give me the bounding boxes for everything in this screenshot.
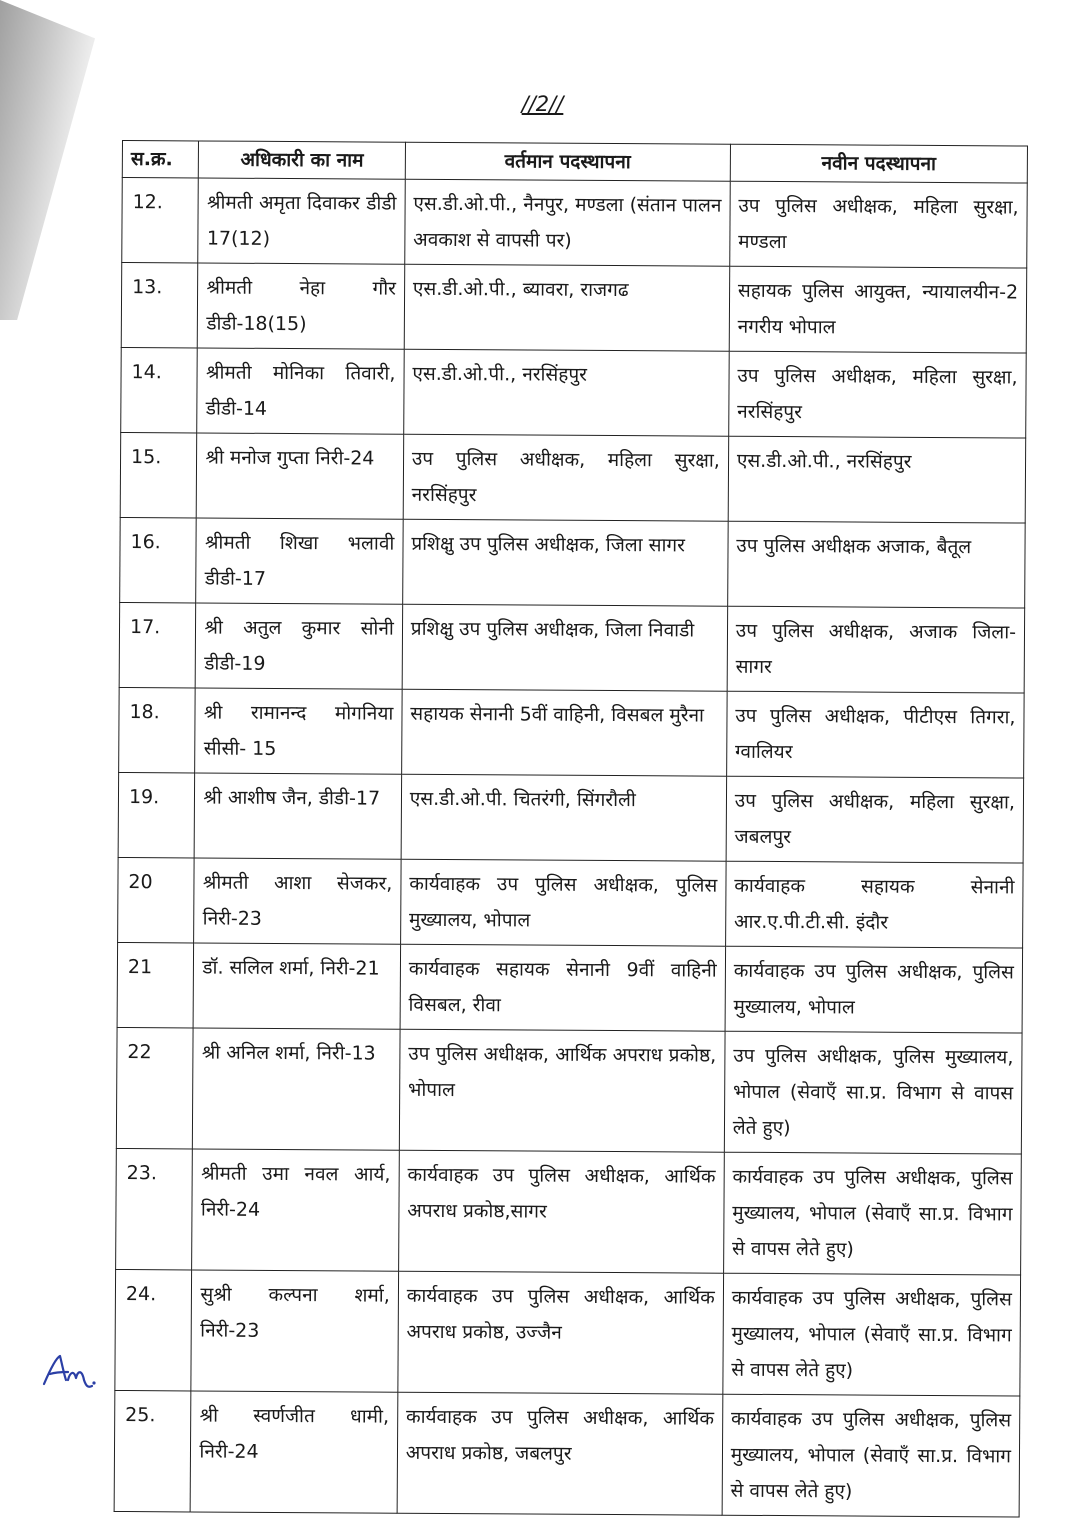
row-new-posting: उप पुलिस अधीक्षक, अजाक जिला-सागर	[727, 606, 1025, 693]
row-serial-no: 23.	[116, 1148, 193, 1269]
table-row	[120, 517, 1026, 608]
row-current-posting: एस.डी.ओ.पी., नैनपुर, मण्डला (संतान पालन अवकाश से वापसी पर)	[405, 179, 730, 266]
row-new-posting: उप पुलिस अधीक्षक अजाक, बैतूल	[727, 521, 1025, 608]
table-row	[116, 1027, 1022, 1154]
row-serial-no: 25.	[114, 1390, 191, 1511]
table-row	[122, 178, 1028, 269]
table-header-row	[122, 141, 1027, 184]
row-serial-no: 17.	[119, 602, 196, 687]
row-serial-no: 19.	[118, 772, 195, 857]
table-row	[118, 772, 1024, 863]
header-officer-name: अधिकारी का नाम	[199, 141, 406, 179]
table-row	[118, 857, 1024, 948]
table-row	[121, 347, 1027, 438]
header-serial-no: स.क्र.	[122, 141, 199, 178]
row-officer-name: डॉ. सलिल शर्मा, निरी-21	[194, 943, 401, 1029]
row-officer-name: श्री आशीष जैन, डीडी-17	[195, 773, 402, 859]
row-serial-no: 18.	[119, 687, 196, 772]
table-row	[121, 263, 1027, 354]
row-serial-no: 16.	[120, 517, 197, 602]
row-new-posting: कार्यवाहक उप पुलिस अधीक्षक, पुलिस मुख्यालय, भोपाल (सेवाएँ सा.प्र. विभाग से वापस लेते हुए)	[723, 1152, 1021, 1275]
table-row	[119, 602, 1025, 693]
header-current-posting: वर्तमान पदस्थापना	[405, 142, 730, 181]
row-officer-name: श्री रामानन्द मोगनिया सीसी- 15	[195, 688, 402, 774]
row-current-posting: कार्यवाहक उप पुलिस अधीक्षक, आर्थिक अपराध प्रकोष्ठ, उज्जैन	[398, 1271, 724, 1394]
row-current-posting: प्रशिक्षु उप पुलिस अधीक्षक, जिला सागर	[402, 519, 727, 606]
row-current-posting: उप पुलिस अधीक्षक, महिला सुरक्षा, नरसिंहपुर	[403, 434, 728, 521]
table-body	[114, 178, 1027, 1518]
table-row	[120, 432, 1026, 523]
header-new-posting: नवीन पदस्थापना	[730, 144, 1027, 183]
row-officer-name: श्रीमती नेहा गौर डीडी-18(15)	[198, 263, 405, 349]
row-new-posting: कार्यवाहक उप पुलिस अधीक्षक, पुलिस मुख्यालय, भोपाल (सेवाएँ सा.प्र. विभाग से वापस लेते हुए)	[722, 1394, 1020, 1517]
row-serial-no: 13.	[121, 263, 198, 348]
row-serial-no: 12.	[122, 178, 199, 263]
table-row	[115, 1269, 1021, 1396]
row-officer-name: श्रीमती आशा सेजकर, निरी-23	[194, 858, 401, 944]
row-officer-name: सुश्री कल्पना शर्मा, निरी-23	[191, 1270, 398, 1392]
table-row	[114, 1390, 1020, 1517]
row-serial-no: 22	[116, 1027, 193, 1148]
table-row	[116, 1148, 1022, 1275]
row-current-posting: कार्यवाहक उप पुलिस अधीक्षक, आर्थिक अपराध प्रकोष्ठ, जबलपुर	[397, 1392, 723, 1515]
row-officer-name: श्रीमती मोनिका तिवारी, डीडी-14	[197, 348, 404, 434]
row-serial-no: 24.	[115, 1269, 192, 1390]
row-new-posting: कार्यवाहक उप पुलिस अधीक्षक, पुलिस मुख्यालय, भोपाल (सेवाएँ सा.प्र. विभाग से वापस लेते हुए)	[723, 1273, 1021, 1396]
row-new-posting: कार्यवाहक उप पुलिस अधीक्षक, पुलिस मुख्यालय, भोपाल	[725, 946, 1023, 1033]
row-serial-no: 14.	[121, 347, 198, 432]
row-current-posting: सहायक सेनानी 5वीं वाहिनी, विसबल मुरैना	[401, 689, 726, 776]
row-new-posting: एस.डी.ओ.पी., नरसिंहपुर	[728, 436, 1026, 523]
page-edge-shadow	[0, 0, 95, 320]
row-officer-name: श्री अतुल कुमार सोनी डीडी-19	[196, 603, 403, 689]
row-officer-name: श्री स्वर्णजीत धामी, निरी-24	[191, 1391, 398, 1513]
row-new-posting: उप पुलिस अधीक्षक, महिला सुरक्षा, जबलपुर	[726, 776, 1024, 863]
row-officer-name: श्री अनिल शर्मा, निरी-13	[193, 1028, 400, 1150]
table-row	[119, 687, 1025, 778]
row-current-posting: कार्यवाहक उप पुलिस अधीक्षक, पुलिस मुख्यालय, भोपाल	[400, 859, 725, 946]
row-current-posting: उप पुलिस अधीक्षक, आर्थिक अपराध प्रकोष्ठ, भोपाल	[399, 1029, 725, 1152]
row-officer-name: श्रीमती उमा नवल आर्य, निरी-24	[192, 1149, 399, 1271]
page-number: //2//	[521, 92, 564, 116]
row-officer-name: श्रीमती शिखा भलावी डीडी-17	[196, 518, 403, 604]
row-new-posting: उप पुलिस अधीक्षक, पुलिस मुख्यालय, भोपाल (सेवाएँ सा.प्र. विभाग से वापस लेते हुए)	[724, 1031, 1022, 1154]
row-new-posting: कार्यवाहक सहायक सेनानी आर.ए.पी.टी.सी. इंदौर	[725, 861, 1023, 948]
row-new-posting: उप पुलिस अधीक्षक, महिला सुरक्षा, नरसिंहपुर	[729, 351, 1027, 438]
handwritten-initials-signature	[38, 1350, 98, 1390]
row-new-posting: सहायक पुलिस आयुक्त, न्यायालयीन-2 नगरीय भोपाल	[729, 266, 1027, 353]
row-current-posting: एस.डी.ओ.पी., ब्यावरा, राजगढ	[404, 264, 729, 351]
row-new-posting: उप पुलिस अधीक्षक, पीटीएस तिगरा, ग्वालियर	[726, 691, 1024, 778]
row-serial-no: 15.	[120, 432, 197, 517]
table-row	[117, 942, 1023, 1033]
row-current-posting: कार्यवाहक सहायक सेनानी 9वीं वाहिनी विसबल, रीवा	[400, 944, 725, 1031]
row-current-posting: प्रशिक्षु उप पुलिस अधीक्षक, जिला निवाडी	[402, 604, 727, 691]
row-serial-no: 20	[118, 857, 195, 942]
row-new-posting: उप पुलिस अधीक्षक, महिला सुरक्षा, मण्डला	[730, 181, 1028, 268]
row-officer-name: श्री मनोज गुप्ता निरी-24	[197, 433, 404, 519]
row-officer-name: श्रीमती अमृता दिवाकर डीडी 17(12)	[198, 178, 405, 264]
row-current-posting: एस.डी.ओ.पी. चितरंगी, सिंगरौली	[401, 774, 726, 861]
row-current-posting: एस.डी.ओ.पी., नरसिंहपुर	[404, 349, 729, 436]
row-current-posting: कार्यवाहक उप पुलिस अधीक्षक, आर्थिक अपराध प्रकोष्ठ,सागर	[398, 1150, 724, 1273]
transfer-table	[114, 140, 1028, 1518]
row-serial-no: 21	[117, 942, 194, 1027]
